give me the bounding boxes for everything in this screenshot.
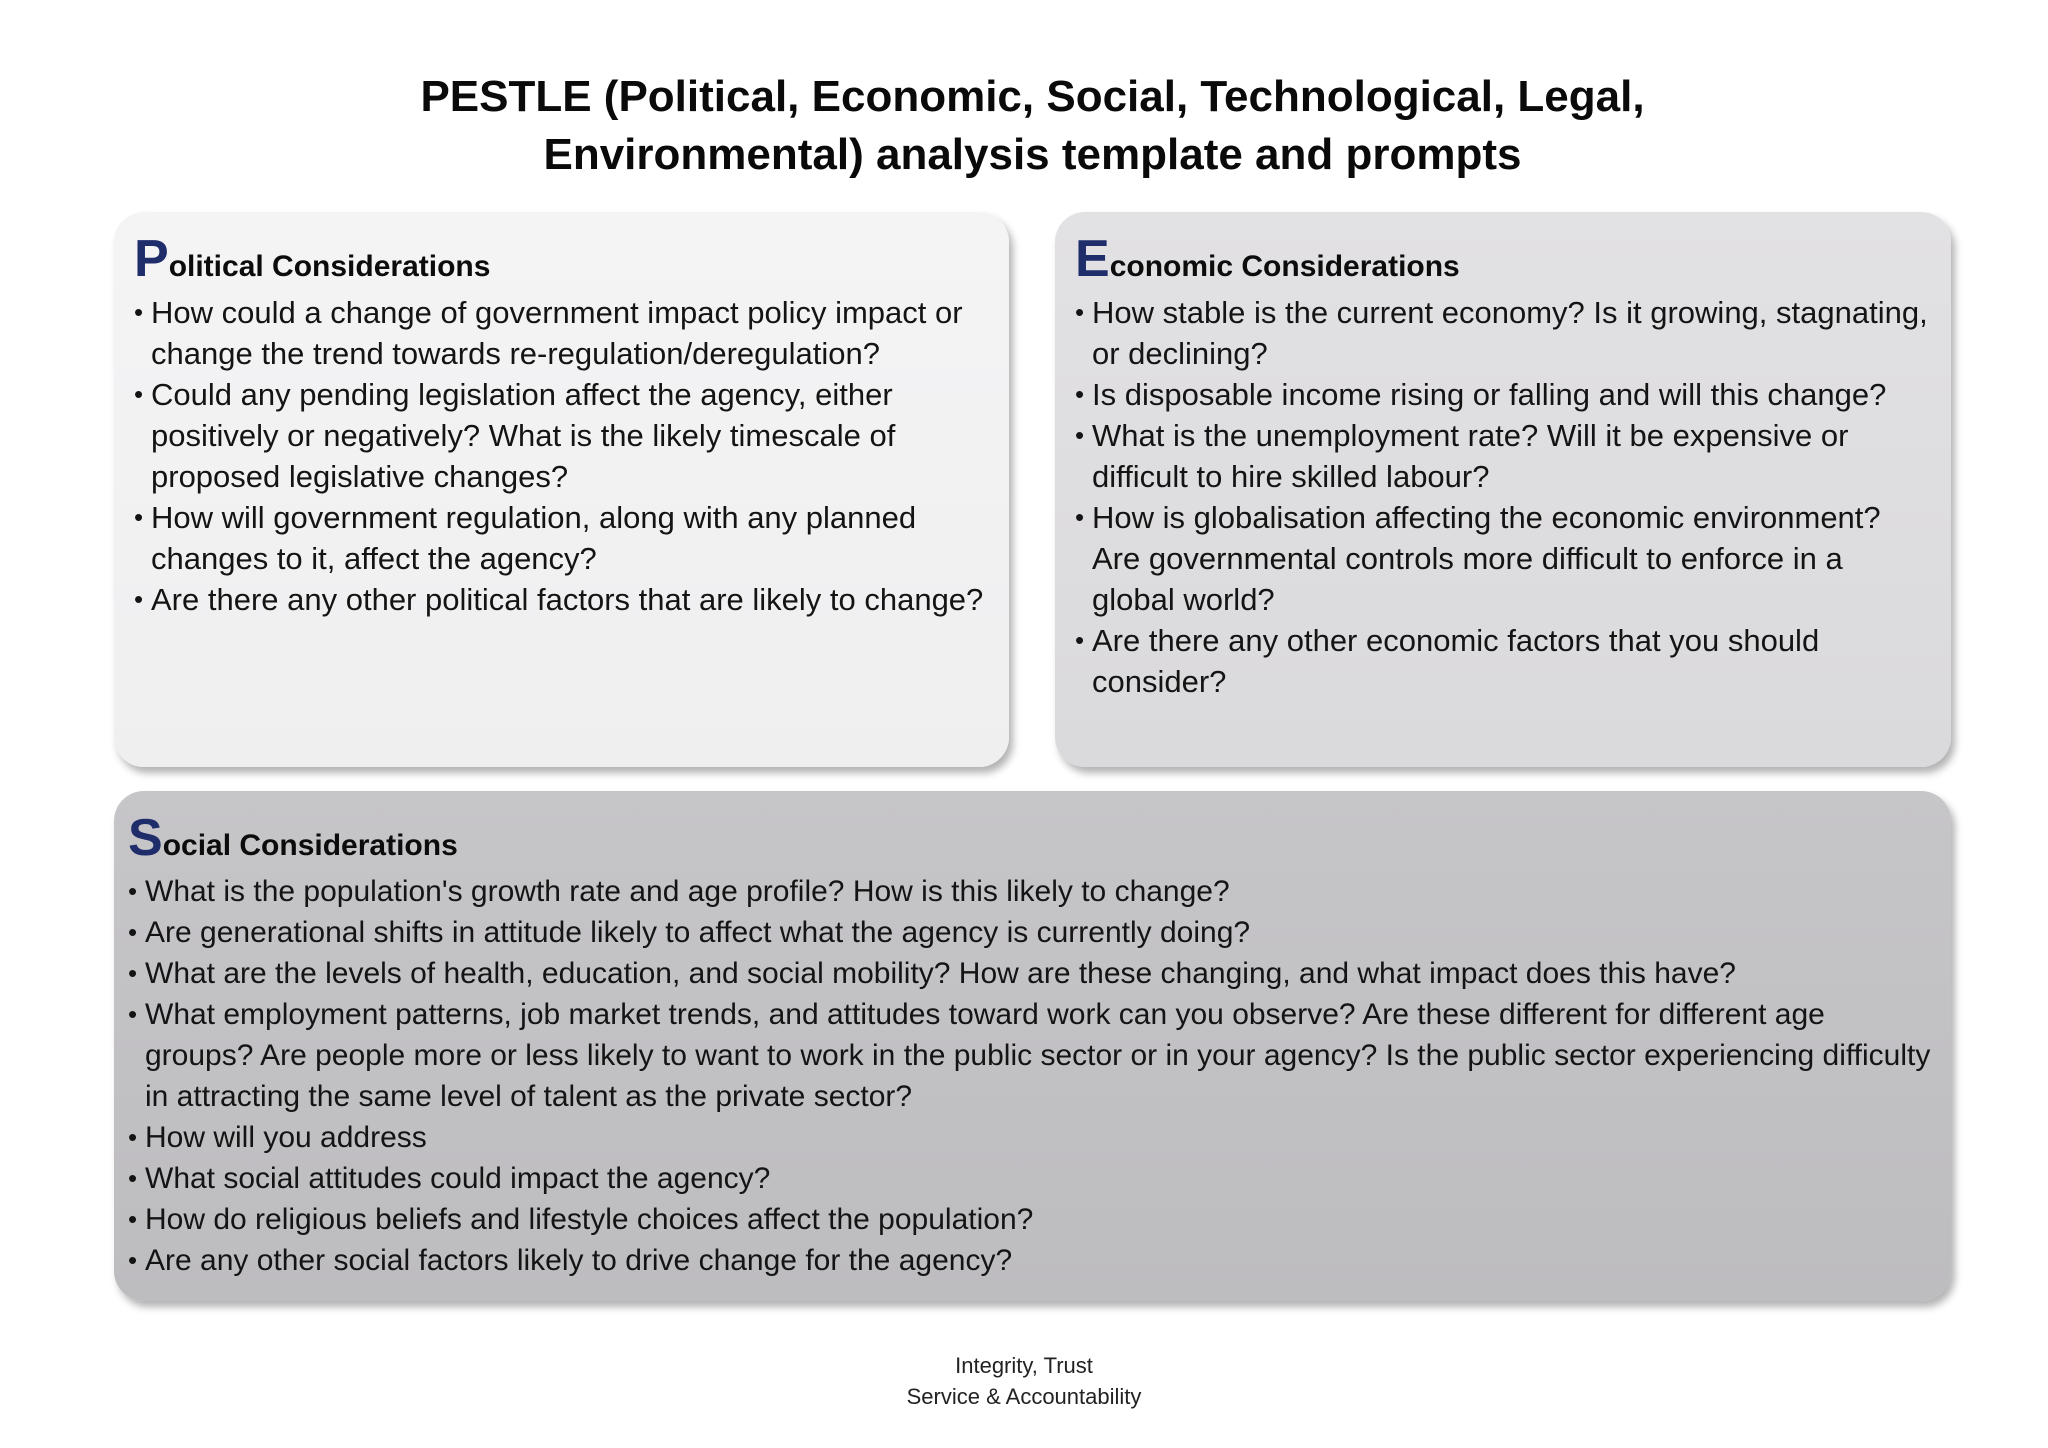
economic-heading — [1075, 230, 1931, 290]
social-prompt-item: • What social attitudes could impact the agency? — [128, 1158, 1935, 1199]
political-prompt-item: • How could a change of government impact policy impact or change the trend towards re-regulation/deregulation? — [134, 292, 989, 374]
social-prompt-list — [128, 871, 1935, 1281]
social-prompt-item: • What is the population's growth rate and age profile? How is this likely to change? — [128, 871, 1935, 912]
social-prompt-item: • What employment patterns, job market trends, and attitudes toward work can you observe? Are these different for different age groups? Are people more or less likely to want to work in the public sector or in your agency? Is the public sector experiencing difficulty in attracting the same level of talent as the private sector? — [128, 994, 1935, 1117]
economic-prompt-item: • Is disposable income rising or falling and will this change? — [1075, 374, 1931, 415]
page-title — [0, 68, 2048, 184]
social-prompt-item: • How do religious beliefs and lifestyle choices affect the population? — [128, 1199, 1935, 1240]
social-prompt-item: • Are any other social factors likely to drive change for the agency? — [128, 1240, 1935, 1281]
political-prompt-list — [134, 292, 989, 620]
political-heading-initial: P — [134, 230, 169, 288]
social-heading-text: ocial Considerations — [162, 829, 458, 862]
political-prompt-item: • Are there any other political factors that are likely to change? — [134, 579, 989, 620]
social-prompt-item: • Are generational shifts in attitude likely to affect what the agency is currently doing? — [128, 912, 1935, 953]
economic-prompt-list — [1075, 292, 1931, 702]
footer-tagline — [0, 1350, 2048, 1412]
social-heading-initial: S — [128, 809, 163, 867]
social-prompt-item: • What are the levels of health, education, and social mobility? How are these changing, and what impact does this have? — [128, 953, 1935, 994]
page-title-line-2: Environmental) analysis template and prompts — [543, 130, 1522, 179]
political-prompt-item: • Could any pending legislation affect the agency, either positively or negatively? What is the likely timescale of proposed legislative changes? — [134, 374, 989, 497]
political-considerations-card — [114, 212, 1009, 767]
footer-line-2: Service & Accountability — [906, 1384, 1142, 1409]
economic-prompt-item: • What is the unemployment rate? Will it be expensive or difficult to hire skilled labour? — [1075, 415, 1931, 497]
footer-line-1: Integrity, Trust — [955, 1353, 1093, 1378]
social-heading — [128, 809, 1935, 869]
economic-prompt-item: • Are there any other economic factors that you should consider? — [1075, 620, 1931, 702]
social-considerations-card — [114, 791, 1951, 1301]
economic-heading-initial: E — [1075, 230, 1110, 288]
social-prompt-item: • How will you address — [128, 1117, 1935, 1158]
political-heading-text: olitical Considerations — [168, 250, 491, 283]
page-title-line-1: PESTLE (Political, Economic, Social, Technological, Legal, — [420, 72, 1645, 121]
economic-prompt-item: • How stable is the current economy? Is it growing, stagnating, or declining? — [1075, 292, 1931, 374]
economic-heading-text: conomic Considerations — [1109, 250, 1460, 283]
political-heading — [134, 230, 989, 290]
economic-considerations-card — [1055, 212, 1951, 767]
political-prompt-item: • How will government regulation, along with any planned changes to it, affect the agency? — [134, 497, 989, 579]
economic-prompt-item: • How is globalisation affecting the economic environment? Are governmental controls more difficult to enforce in a global world? — [1075, 497, 1931, 620]
